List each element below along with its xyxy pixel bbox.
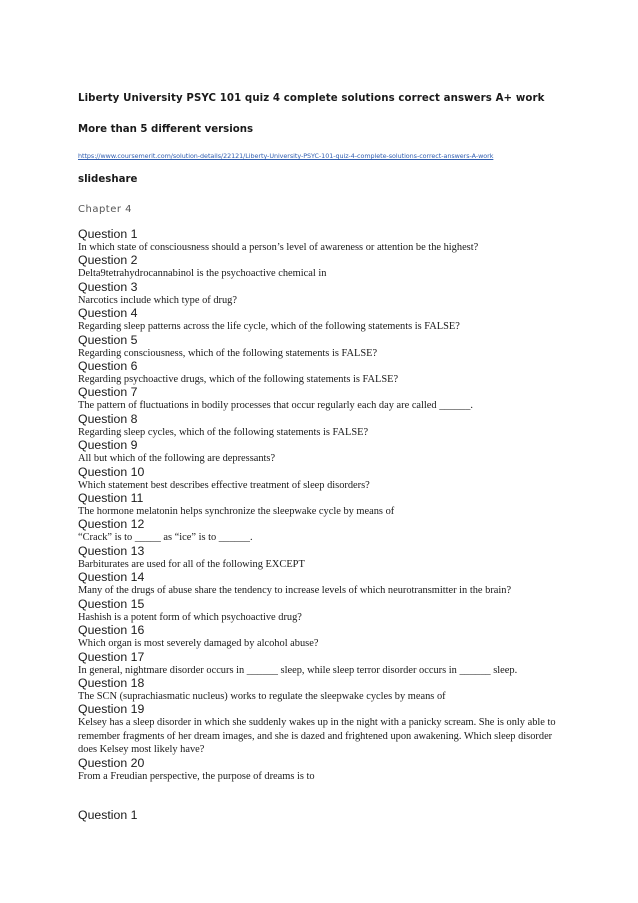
question-text: The SCN (suprachiasmatic nucleus) works to regulate the sleepwake cycles by means of — [78, 690, 446, 702]
question-text: Barbiturates are used for all of the following EXCEPT — [78, 558, 305, 570]
question-item — [78, 651, 558, 677]
question-heading: Question 17 — [78, 649, 145, 664]
question-item — [78, 439, 558, 465]
question-heading: Question 12 — [78, 517, 145, 532]
question-heading: Question 5 — [78, 332, 138, 347]
question-text: Hashish is a potent form of which psychoactive drug? — [78, 611, 302, 623]
next-section-heading: Question 1 — [78, 808, 138, 822]
question-text: In general, nightmare disorder occurs in ______ sleep, while sleep terror disorder occurs in ______ sleep. — [78, 664, 518, 676]
question-item — [78, 228, 558, 254]
question-heading: Question 14 — [78, 570, 145, 585]
question-text: Regarding consciousness, which of the following statements is FALSE? — [78, 347, 378, 359]
question-item — [78, 281, 558, 307]
question-text: Which statement best describes effective treatment of sleep disorders? — [78, 479, 370, 491]
question-list — [78, 228, 558, 783]
question-item — [78, 334, 558, 360]
question-text: Regarding psychoactive drugs, which of the following statements is FALSE? — [78, 374, 399, 386]
question-heading: Question 13 — [78, 543, 145, 558]
question-item — [78, 413, 558, 439]
question-text: From a Freudian perspective, the purpose of dreams is to — [78, 770, 315, 782]
question-heading: Question 8 — [78, 411, 138, 426]
source-label: slideshare — [78, 174, 138, 185]
question-heading: Question 6 — [78, 359, 138, 374]
question-heading: Question 7 — [78, 385, 138, 400]
question-item — [78, 466, 558, 492]
question-text: Regarding sleep cycles, which of the following statements is FALSE? — [78, 426, 369, 438]
question-item — [78, 360, 558, 386]
question-text: Kelsey has a sleep disorder in which she suddenly wakes up in the night with a panicky scream. She is only able to remember fragments of her dream images, and she is dazed and frightened upon awakening. Which sleep disorder does Kelsey most likely have? — [78, 717, 556, 756]
question-heading: Question 16 — [78, 623, 145, 638]
question-heading: Question 9 — [78, 438, 138, 453]
chapter-label: Chapter 4 — [78, 204, 133, 215]
question-item — [78, 598, 558, 624]
question-text: Regarding sleep patterns across the life cycle, which of the following statements is FALSE? — [78, 321, 460, 333]
question-heading: Question 3 — [78, 279, 138, 294]
document-title: Liberty University PSYC 101 quiz 4 complete solutions correct answers A+ work — [78, 93, 545, 104]
question-item — [78, 703, 558, 756]
question-item — [78, 571, 558, 597]
question-heading: Question 11 — [78, 491, 144, 506]
question-heading: Question 10 — [78, 464, 145, 479]
question-text: Narcotics include which type of drug? — [78, 294, 237, 306]
question-text: The hormone melatonin helps synchronize the sleepwake cycle by means of — [78, 506, 395, 518]
question-text: The pattern of fluctuations in bodily processes that occur regularly each day are called ______. — [78, 400, 473, 412]
question-item — [78, 545, 558, 571]
solution-link[interactable]: https://www.coursemerit.com/solution-details/22121/Liberty-University-PSYC-101-quiz-4-complete-solutions-correct-answers-A-work — [78, 152, 494, 160]
question-heading: Question 20 — [78, 755, 145, 770]
question-text: Many of the drugs of abuse share the tendency to increase levels of which neurotransmitter in the brain? — [78, 585, 512, 597]
question-item — [78, 624, 558, 650]
question-heading: Question 1 — [78, 227, 138, 241]
question-text: Delta9tetrahydrocannabinol is the psychoactive chemical in — [78, 268, 327, 280]
question-text: “Crack” is to _____ as “ice” is to ______. — [78, 532, 253, 544]
document-subtitle: More than 5 different versions — [78, 124, 254, 135]
question-item — [78, 254, 558, 280]
question-item — [78, 677, 558, 703]
question-heading: Question 2 — [78, 253, 138, 268]
question-item — [78, 307, 558, 333]
question-item — [78, 518, 558, 544]
question-heading: Question 19 — [78, 702, 145, 717]
question-item — [78, 757, 558, 783]
question-text: In which state of consciousness should a person’s level of awareness or attention be the highest? — [78, 242, 479, 253]
question-item — [78, 386, 558, 412]
question-heading: Question 4 — [78, 306, 138, 321]
question-item — [78, 492, 558, 518]
question-text: All but which of the following are depressants? — [78, 453, 276, 465]
question-text: Which organ is most severely damaged by alcohol abuse? — [78, 638, 319, 650]
question-heading: Question 18 — [78, 675, 145, 690]
question-heading: Question 15 — [78, 596, 145, 611]
